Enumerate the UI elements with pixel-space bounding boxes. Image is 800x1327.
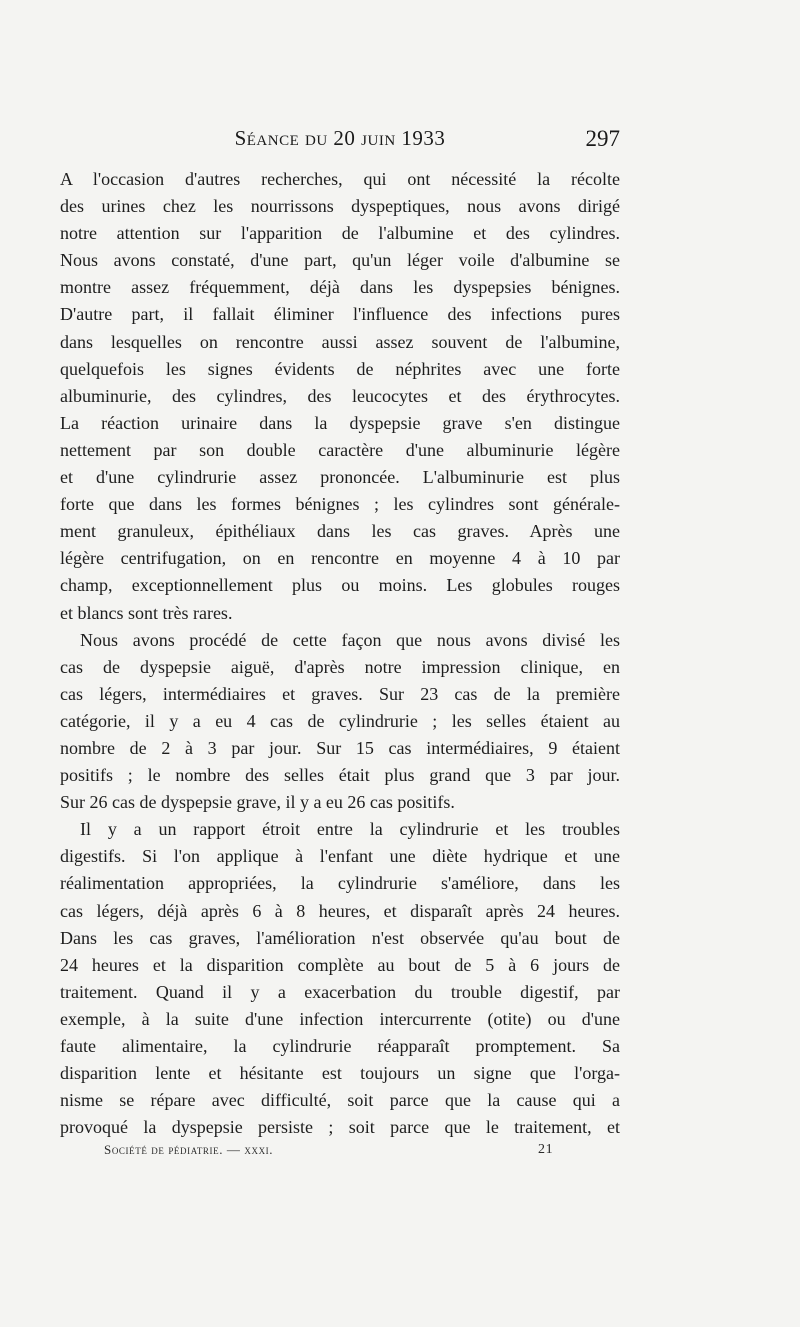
text-line: albuminurie, des cylindres, des leucocytes et des érythrocytes. (60, 385, 620, 406)
text-line: nombre de 2 à 3 par jour. Sur 15 cas intermédiaires, 9 étaient (60, 737, 620, 758)
text-line: La réaction urinaire dans la dyspepsie grave s'en distingue (60, 412, 620, 433)
text-line: quelquefois les signes évidents de néphrites avec une forte (60, 358, 620, 379)
text-line: positifs ; le nombre des selles était plus grand que 3 par jour. (60, 765, 620, 786)
paragraph (60, 166, 620, 627)
page-number: 297 (585, 126, 620, 151)
page-footer (60, 1142, 620, 1166)
text-line: traitement. Quand il y a exacerbation du trouble digestif, par (60, 981, 620, 1002)
header-title: Séance du 20 juin 1933 (234, 126, 446, 150)
text-line: nettement par son double caractère d'une albuminurie légère (60, 439, 620, 460)
footer-sheet-number: 21 (538, 1142, 554, 1157)
text-line: montre assez fréquemment, déjà dans les dyspepsies bénignes. (60, 277, 620, 298)
paragraph (60, 816, 620, 1141)
text-line: faute alimentaire, la cylindrurie réapparaît promptement. Sa (60, 1036, 620, 1056)
text-line: cas légers, déjà après 6 à 8 heures, et disparaît après 24 heures. (60, 900, 620, 921)
text-line: provoqué la dyspepsie persiste ; soit parce que le traitement, et (60, 1117, 620, 1138)
body-text (60, 166, 620, 1141)
text-line: Dans les cas graves, l'amélioration n'est observée qu'au bout de (60, 927, 620, 948)
text-line: Nous avons constaté, d'une part, qu'un léger voile d'albumine se (60, 250, 620, 271)
running-header (60, 126, 620, 156)
text-line: réalimentation appropriées, la cylindrurie s'améliore, dans les (60, 873, 620, 894)
text-line: A l'occasion d'autres recherches, qui ont nécessité la récolte (60, 169, 620, 189)
paragraph (60, 627, 620, 817)
text-line: cas légers, intermédiaires et graves. Sur 23 cas de la première (60, 683, 620, 704)
text-line: et d'une cylindrurie assez prononcée. L'albuminurie est plus (60, 467, 620, 488)
text-line: disparition lente et hésitante est toujours un signe que l'orga- (60, 1063, 620, 1084)
text-line: champ, exceptionnellement plus ou moins. Les globules rouges (60, 575, 620, 596)
text-line: ment granuleux, épithéliaux dans les cas graves. Après une (60, 521, 620, 542)
text-line: nisme se répare avec difficulté, soit parce que la cause qui a (60, 1090, 620, 1111)
text-line: catégorie, il y a eu 4 cas de cylindrurie ; les selles étaient au (60, 710, 620, 731)
text-line: digestifs. Si l'on applique à l'enfant une diète hydrique et une (60, 846, 620, 867)
text-line: cas de dyspepsie aiguë, d'après notre impression clinique, en (60, 656, 620, 677)
text-line: notre attention sur l'apparition de l'albumine et des cylindres. (60, 223, 620, 244)
text-line: exemple, à la suite d'une infection intercurrente (otite) ou d'une (60, 1008, 620, 1029)
text-line: Nous avons procédé de cette façon que nous avons divisé les (80, 629, 620, 650)
text-line: et blancs sont très rares. (60, 602, 233, 623)
text-line: D'autre part, il fallait éliminer l'influence des infections pures (60, 304, 620, 325)
text-line: Sur 26 cas de dyspepsie grave, il y a eu 26 cas positifs. (60, 792, 455, 813)
footer-signature: Société de pédiatrie. — xxxi. (104, 1142, 274, 1157)
text-line: forte que dans les formes bénignes ; les cylindres sont générale- (60, 494, 620, 515)
text-line: légère centrifugation, on en rencontre en moyenne 4 à 10 par (60, 548, 620, 569)
text-line: des urines chez les nourrissons dyspeptiques, nous avons dirigé (60, 196, 620, 217)
text-line: dans lesquelles on rencontre aussi assez souvent de l'albumine, (60, 331, 620, 352)
text-line: Il y a un rapport étroit entre la cylindrurie et les troubles (80, 819, 620, 840)
text-line: 24 heures et la disparition complète au bout de 5 à 6 jours de (60, 954, 620, 975)
